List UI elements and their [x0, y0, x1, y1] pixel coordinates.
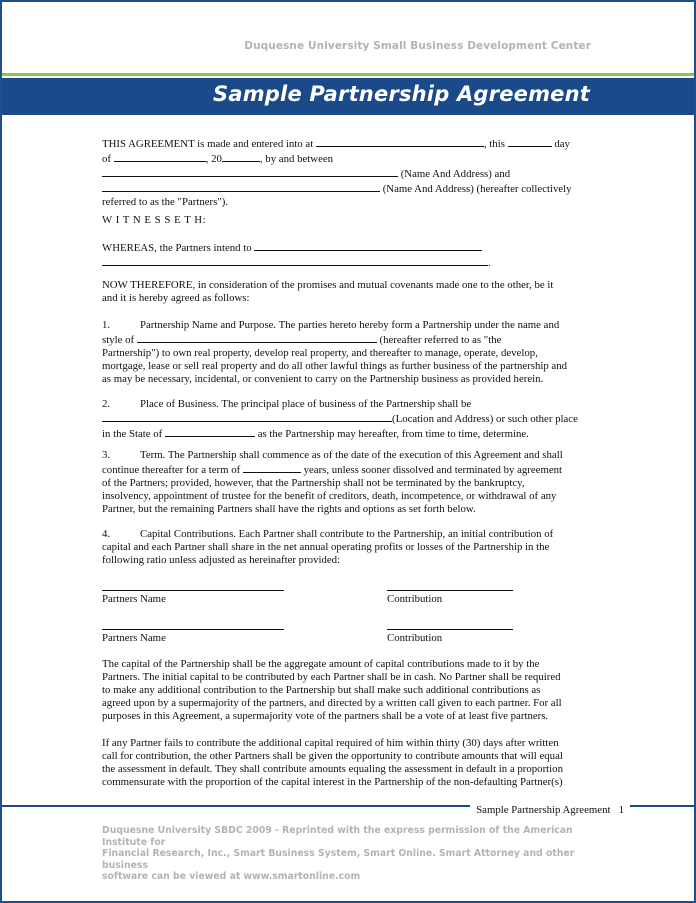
whereas-clause: WHEREAS, the Partners intend to .: [102, 242, 491, 269]
intro-text: (Name And Address) (hereafter collectively: [382, 183, 572, 195]
section-text: Place of Business. The principal place of business of the Partnership shall be: [140, 398, 472, 410]
signature-line: [387, 590, 513, 591]
blank-line: [137, 332, 377, 343]
blank-line: [102, 181, 380, 192]
partner-name-field-1: [102, 590, 284, 605]
paragraph-text: If any Partner fails to contribute the additional capital required of him within thirty (30) days after written: [102, 737, 559, 749]
section-text: following ratio unless adjusted as hereinafter provided:: [102, 554, 341, 566]
paragraph-text: The capital of the Partnership shall be the aggregate amount of capital contributions made to it by the: [102, 658, 540, 670]
section-text: capital and each Partner shall share in the net annual operating profits or losses of the Partnership in the: [102, 541, 550, 553]
capital-paragraph-1: [102, 658, 590, 723]
blank-line: [102, 166, 398, 177]
section-3: [102, 449, 590, 516]
clause-text: NOW THEREFORE, in consideration of the promises and mutual covenants made one to the other, be it: [102, 279, 554, 291]
credit-line: Duquesne University SBDC 2009 - Reprinted with the express permission of the American Institute for: [102, 825, 573, 848]
signature-line: [102, 629, 284, 630]
contribution-label: Contribution: [387, 632, 443, 644]
section-text: as may be necessary, incidental, or convenient to carry on the Partnership business as provided herein.: [102, 373, 544, 385]
now-therefore-clause: [102, 279, 590, 305]
section-number: 1.: [102, 319, 111, 331]
section-text: (hereafter referred to as "the: [379, 334, 502, 346]
section-text: Partner, but the remaining Partners shall have the rights and options as set forth below.: [102, 503, 476, 515]
section-1: [102, 319, 590, 386]
section-text: years, unless sooner dissolved and terminated by agreement: [303, 464, 563, 476]
paragraph-text: commensurate with the proportion of the capital interest in the Partnership of the non-defaulting Partner(s): [102, 776, 563, 788]
blank-line: [114, 151, 206, 162]
clause-text: and it is hereby agreed as follows:: [102, 292, 250, 304]
intro-text: of: [102, 153, 111, 165]
reprint-credit: [102, 825, 602, 883]
signature-line: [102, 590, 284, 591]
intro-text: referred to as the "Partners").: [102, 196, 229, 208]
section-text: (Location and Address) or such other place: [392, 413, 578, 425]
paragraph-text: purposes in this Agreement, a supermajority vote of the partners shall be a vote of at least five partners.: [102, 710, 549, 722]
agreement-intro: [102, 136, 590, 209]
section-number: 3.: [102, 449, 111, 461]
paragraph-text: Partners. The initial capital to be contributed by each Partner shall be in cash. No Partner shall be required: [102, 671, 561, 683]
title-banner: [2, 78, 694, 115]
section-number: 2.: [102, 398, 111, 410]
section-text: in the State of: [102, 428, 163, 440]
blank-line: [102, 411, 392, 422]
intro-text: (Name And Address) and: [400, 168, 511, 180]
section-text: Capital Contributions. Each Partner shall contribute to the Partnership, an initial contribution of: [140, 528, 554, 540]
paragraph-text: the assessment in default. They shall contribute amounts equaling the assessment in default in a proportion: [102, 763, 563, 775]
partners-name-label: Partners Name: [102, 593, 166, 605]
section-2: [102, 398, 590, 441]
whereas-text: WHEREAS, the Partners intend to: [102, 242, 252, 254]
section-number: 4.: [102, 528, 111, 540]
blank-line: [508, 136, 552, 147]
intro-text: , by and between: [259, 153, 334, 165]
blank-line: [102, 255, 488, 266]
blank-line: [243, 462, 301, 473]
paragraph-text: call for contribution, the other Partners shall be given the opportunity to contribute amounts that will equal: [102, 750, 563, 762]
section-text: Partnership") to own real property, develop real property, and thereafter to manage, operate, develop,: [102, 347, 538, 359]
paragraph-text: to make any additional contribution to the Partnership but shall make such additional contributions as: [102, 684, 541, 696]
contribution-field-2: [387, 629, 513, 644]
section-text: style of: [102, 334, 135, 346]
section-text: as the Partnership may hereafter, from time to time, determine.: [257, 428, 529, 440]
header-accent-line: [2, 73, 694, 76]
document-title: Sample Partnership Agreement: [213, 82, 590, 106]
section-text: continue thereafter for a term of: [102, 464, 241, 476]
footer-title: Sample Partnership Agreement: [476, 804, 611, 816]
org-name: Duquesne University Small Business Development Center: [244, 40, 591, 52]
credit-line: Financial Research, Inc., Smart Business System, Smart Online. Smart Attorney and other business: [102, 848, 575, 871]
section-text: Partnership Name and Purpose. The parties hereto hereby form a Partnership under the name and: [140, 319, 560, 331]
partner-name-field-2: [102, 629, 284, 644]
blank-line: [165, 426, 255, 437]
intro-text: THIS AGREEMENT is made and entered into at: [102, 138, 314, 150]
section-text: of the Partners; provided, however, that the Partnership shall not be terminated by the bankruptcy,: [102, 477, 525, 489]
contribution-field-1: [387, 590, 513, 605]
paragraph-text: agreed upon by a supermajority of the partners, and directed by a written call given to each partner. For all: [102, 697, 562, 709]
contribution-label: Contribution: [387, 593, 443, 605]
blank-line: [222, 151, 260, 162]
section-text: mortgage, lease or sell real property and do all other lawful things as further business of the partnership and: [102, 360, 568, 372]
signature-line: [387, 629, 513, 630]
credit-line: software can be viewed at www.smartonline.com: [102, 871, 361, 882]
partners-name-label: Partners Name: [102, 632, 166, 644]
blank-line: [316, 136, 484, 147]
page-number: 1: [618, 804, 624, 816]
section-text: insolvency, appointment of trustee for the benefit of creditors, death, incompetence, or withdrawal of any: [102, 490, 557, 502]
capital-paragraph-2: [102, 737, 590, 789]
blank-line: [254, 240, 482, 251]
intro-text: day: [554, 138, 570, 150]
running-footer: [470, 804, 630, 816]
intro-text: , this: [483, 138, 505, 150]
intro-text: , 20: [205, 153, 222, 165]
section-4: [102, 528, 590, 567]
witnesseth-heading: W I T N E S S E T H:: [102, 214, 207, 226]
section-text: Term. The Partnership shall commence as of the date of the execution of this Agreement and shall: [140, 449, 563, 461]
